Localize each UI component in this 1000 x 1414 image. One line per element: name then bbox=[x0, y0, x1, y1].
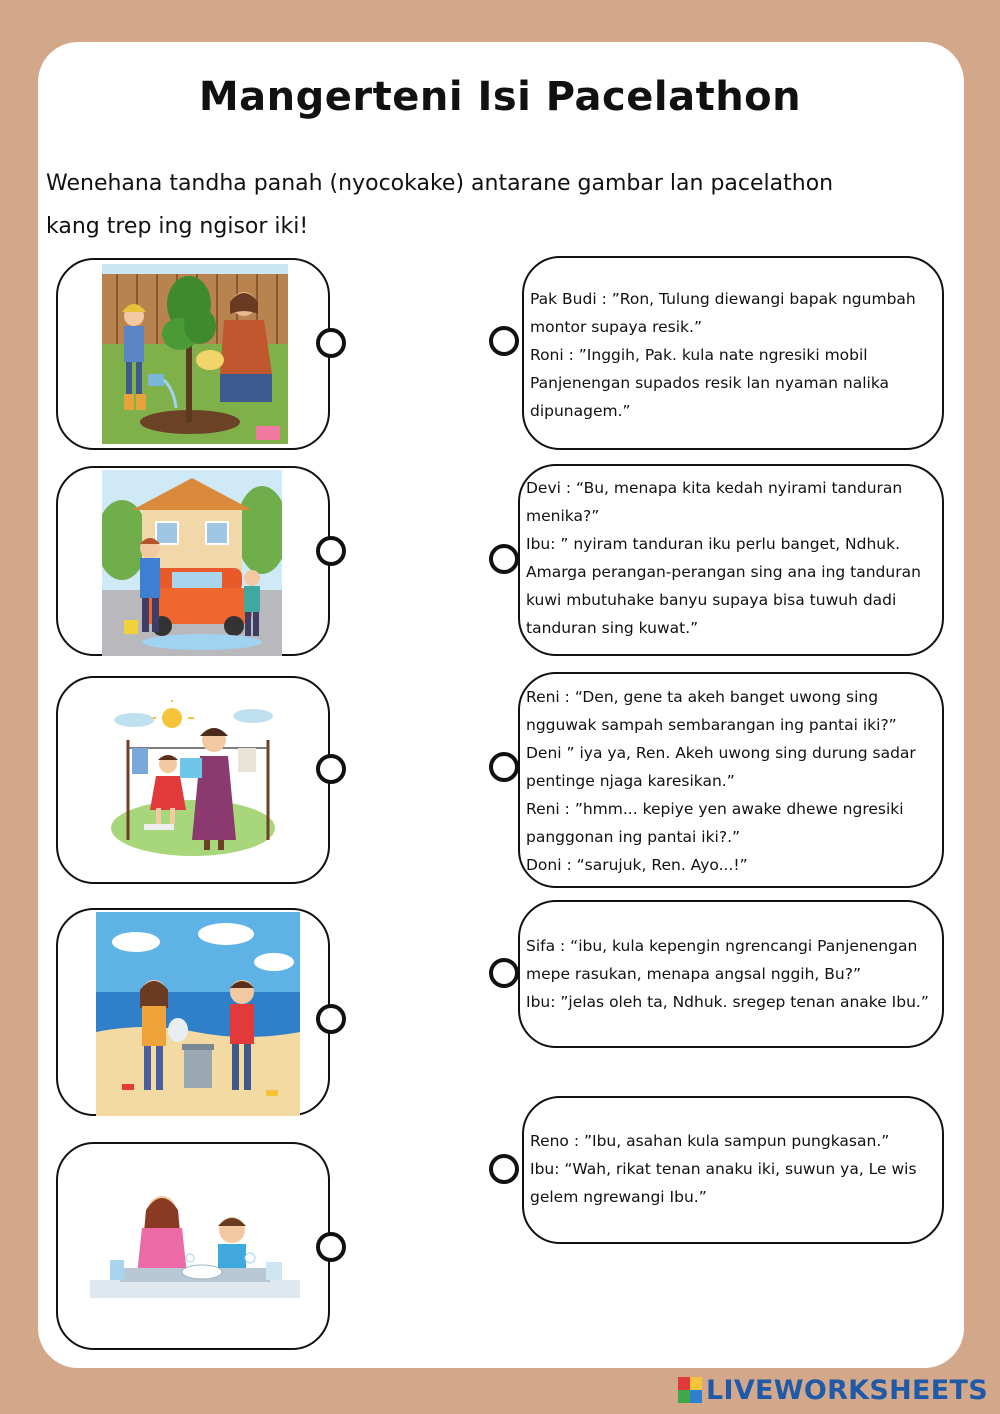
dialog-card-5 bbox=[522, 1096, 944, 1244]
planting-tree-picture bbox=[102, 264, 288, 444]
dialog-3-connector-dot[interactable] bbox=[489, 752, 519, 782]
dialog-line: Doni : “sarujuk, Ren. Ayo...!” bbox=[526, 856, 748, 874]
dialog-line: Amarga perangan-perangan sing ana ing tanduran bbox=[526, 563, 921, 581]
dialog-1-text bbox=[530, 285, 916, 425]
dialog-card-4 bbox=[518, 900, 944, 1048]
beach-cleanup-picture bbox=[96, 912, 300, 1116]
dialog-line: gelem ngrewangi Ibu.” bbox=[530, 1188, 707, 1206]
dialog-card-1 bbox=[522, 256, 944, 450]
dialog-line: menika?” bbox=[526, 507, 600, 525]
dialog-4-text bbox=[526, 932, 929, 1016]
liveworksheets-brand[interactable] bbox=[678, 1372, 988, 1408]
picture-2-connector-dot[interactable] bbox=[316, 536, 346, 566]
dialog-5-text bbox=[530, 1127, 917, 1211]
dialog-line: Sifa : “ibu, kula kepengin ngrencangi Panjenengan bbox=[526, 937, 918, 955]
instruction-line-2: kang trep ing ngisor iki! bbox=[46, 214, 309, 239]
picture-4-connector-dot[interactable] bbox=[316, 1004, 346, 1034]
dialog-line: Roni : ”Inggih, Pak. kula nate ngresiki mobil bbox=[530, 346, 868, 364]
dialog-line: montor supaya resik.” bbox=[530, 318, 702, 336]
dialog-line: Pak Budi : ”Ron, Tulung diewangi bapak ngumbah bbox=[530, 290, 916, 308]
washing-dishes-picture bbox=[90, 1188, 300, 1304]
picture-card-4 bbox=[56, 908, 330, 1116]
dialog-card-2 bbox=[518, 464, 944, 656]
picture-card-2 bbox=[56, 466, 330, 656]
picture-5-connector-dot[interactable] bbox=[316, 1232, 346, 1262]
dialog-line: Ibu: “Wah, rikat tenan anaku iki, suwun ya, Le wis bbox=[530, 1160, 917, 1178]
dialog-line: Panjenengan supados resik lan nyaman nalika bbox=[530, 374, 890, 392]
dialog-line: mepe rasukan, menapa angsal nggih, Bu?” bbox=[526, 965, 861, 983]
dialog-line: kuwi mbutuhake banyu supaya bisa tuwuh dadi bbox=[526, 591, 897, 609]
dialog-1-connector-dot[interactable] bbox=[489, 326, 519, 356]
picture-card-3 bbox=[56, 676, 330, 884]
dialog-line: panggonan ing pantai iki?.” bbox=[526, 828, 741, 846]
dialog-2-connector-dot[interactable] bbox=[489, 544, 519, 574]
dialog-line: Reno : ”Ibu, asahan kula sampun pungkasan.” bbox=[530, 1132, 890, 1150]
dialog-line: Deni ” iya ya, Ren. Akeh uwong sing durung sadar bbox=[526, 744, 916, 762]
dialog-line: Reni : ”hmm... kepiye yen awake dhewe ngresiki bbox=[526, 800, 904, 818]
dialog-line: ngguwak sampah sembarangan ing pantai iki?” bbox=[526, 716, 897, 734]
dialog-5-connector-dot[interactable] bbox=[489, 1154, 519, 1184]
liveworksheets-logo-icon bbox=[678, 1377, 702, 1403]
dialog-line: pentinge njaga karesikan.” bbox=[526, 772, 735, 790]
instruction bbox=[46, 162, 946, 248]
page-title: Mangerteni Isi Pacelathon bbox=[198, 74, 802, 120]
dialog-card-3 bbox=[518, 672, 944, 888]
dialog-line: tanduran sing kuwat.” bbox=[526, 619, 699, 637]
picture-3-connector-dot[interactable] bbox=[316, 754, 346, 784]
picture-card-5 bbox=[56, 1142, 330, 1350]
instruction-line-1: Wenehana tandha panah (nyocokake) antarane gambar lan pacelathon bbox=[46, 171, 834, 196]
dialog-4-connector-dot[interactable] bbox=[489, 958, 519, 988]
dialog-line: Reni : “Den, gene ta akeh banget uwong sing bbox=[526, 688, 879, 706]
brand-name: LIVEWORKSHEETS bbox=[705, 1374, 988, 1406]
picture-card-1 bbox=[56, 258, 330, 450]
hanging-laundry-picture bbox=[108, 700, 278, 860]
washing-car-picture bbox=[102, 470, 282, 656]
dialog-line: Ibu: ” nyiram tanduran iku perlu banget, Ndhuk. bbox=[526, 535, 901, 553]
dialog-line: Ibu: ”jelas oleh ta, Ndhuk. sregep tenan anake Ibu.” bbox=[526, 993, 929, 1011]
dialog-2-text bbox=[526, 474, 921, 642]
picture-1-connector-dot[interactable] bbox=[316, 328, 346, 358]
dialog-3-text bbox=[526, 683, 916, 879]
dialog-line: Devi : “Bu, menapa kita kedah nyirami tanduran bbox=[526, 479, 903, 497]
dialog-line: dipunagem.” bbox=[530, 402, 631, 420]
